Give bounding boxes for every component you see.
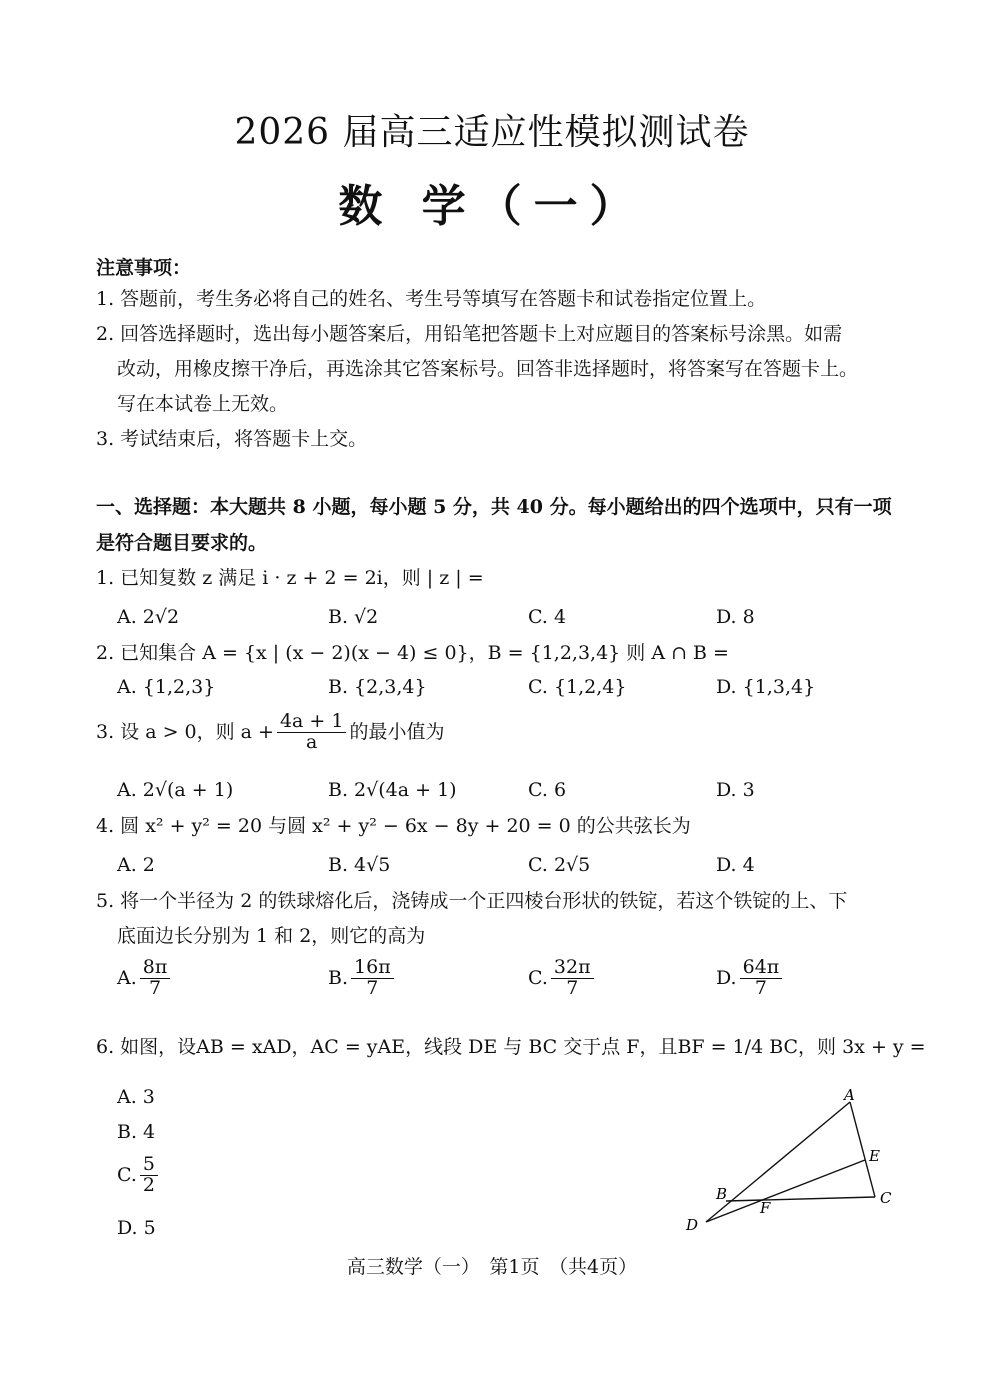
q5-d-denominator: 7 (754, 976, 767, 999)
q5-a-denominator: 7 (149, 976, 162, 999)
q1-option-c: C. 4 (528, 606, 567, 628)
subject-title: 数 学（一） (338, 181, 646, 232)
label-b: B (716, 1185, 728, 1203)
q3-option-a: A. 2√(a + 1) (117, 779, 234, 801)
q5-b-numerator: 16π (351, 958, 394, 979)
q3-fraction-numerator: 4a + 1 (277, 712, 347, 733)
q5-a-numerator: 8π (140, 958, 171, 979)
q3-fraction (277, 712, 347, 753)
q6-c-numerator: 5 (140, 1155, 158, 1176)
q2-option-c: C. {1,2,4} (528, 676, 627, 698)
q1-option-d: D. 8 (716, 606, 755, 628)
q4-option-a: A. 2 (117, 854, 155, 876)
q6-option-a: A. 3 (117, 1086, 155, 1108)
question-3-stem (96, 712, 444, 753)
question-5-stem-cont: 底面边长分别为 1 和 2，则它的高为 (117, 925, 426, 947)
q5-option-b (328, 958, 397, 999)
notice-item: 3. 考试结束后，将答题卡上交。 (96, 428, 368, 450)
q5-d-numerator: 64π (740, 958, 783, 979)
q5-option-d (716, 958, 785, 999)
segment-de (706, 1160, 865, 1222)
question-6-stem: 6. 如图，设AB = xAD，AC = yAE，线段 DE 与 BC 交于点 F，且BF = 1/4 BC，则 3x + y = (96, 1036, 926, 1058)
q6-option-b: B. 4 (117, 1121, 156, 1143)
q1-option-b: B. √2 (328, 606, 379, 628)
segment-ad (706, 1102, 850, 1222)
q6-option-c-label: C. (117, 1164, 137, 1187)
notice-item: 1. 答题前，考生务必将自己的姓名、考生号等填写在答题卡和试卷指定位置上。 (96, 288, 767, 310)
q5-option-b-label: B. (328, 967, 349, 990)
triangle-figure (670, 1080, 910, 1240)
label-c: C (880, 1189, 892, 1207)
notice-item: 改动，用橡皮擦干净后，再选涂其它答案标号。回答非选择题时，将答案写在答题卡上。 (117, 358, 859, 380)
question-4-stem: 4. 圆 x² + y² = 20 与圆 x² + y² − 6x − 8y + 20 = 0 的公共弦长为 (96, 815, 691, 837)
notice-item: 2. 回答选择题时，选出每小题答案后，用铅笔把答题卡上对应题目的答案标号涂黑。如需 (96, 323, 843, 345)
q5-option-d-label: D. (716, 967, 737, 990)
q3-stem-post: 的最小值为 (349, 721, 445, 744)
label-e: E (869, 1147, 880, 1165)
label-d: D (686, 1216, 699, 1234)
question-2-stem: 2. 已知集合 A = {x | (x − 2)(x − 4) ≤ 0}，B = {1,2,3,4} 则 A ∩ B = (96, 642, 729, 664)
q5-b-denominator: 7 (366, 976, 379, 999)
section-heading-cont: 是符合题目要求的。 (96, 532, 268, 554)
exam-title: 2026 届高三适应性模拟测试卷 (234, 112, 750, 153)
q3-option-b: B. 2√(4a + 1) (328, 779, 457, 801)
q5-option-a-label: A. (117, 967, 137, 990)
q3-stem-pre: 3. 设 a > 0，则 a + (96, 721, 274, 744)
q6-option-c (117, 1155, 161, 1196)
q3-option-c: C. 6 (528, 779, 567, 801)
q6-c-denominator: 2 (142, 1173, 155, 1196)
q5-option-c-label: C. (528, 967, 548, 990)
label-a: A (844, 1086, 855, 1104)
q5-c-denominator: 7 (566, 976, 579, 999)
q4-option-b: B. 4√5 (328, 854, 391, 876)
notice-item: 写在本试卷上无效。 (117, 393, 289, 415)
page-footer: 高三数学（一） 第1页 （共4页） (346, 1256, 638, 1278)
q4-option-c: C. 2√5 (528, 854, 591, 876)
notice-heading: 注意事项： (96, 257, 192, 279)
q3-fraction-denominator: a (306, 730, 318, 753)
segment-bc (726, 1197, 875, 1201)
q1-option-a: A. 2√2 (117, 606, 180, 628)
q2-option-a: A. {1,2,3} (117, 676, 216, 698)
label-f: F (760, 1199, 771, 1217)
question-1-stem: 1. 已知复数 z 满足 i · z + 2 = 2i，则 | z | = (96, 567, 484, 589)
q6-option-d: D. 5 (117, 1217, 156, 1239)
q5-option-c (528, 958, 597, 999)
q5-c-numerator: 32π (551, 958, 594, 979)
q3-option-d: D. 3 (716, 779, 755, 801)
q4-option-d: D. 4 (716, 854, 755, 876)
q2-option-d: D. {1,3,4} (716, 676, 816, 698)
question-5-stem: 5. 将一个半径为 2 的铁球熔化后，浇铸成一个正四棱台形状的铁锭，若这个铁锭的上、下 (96, 890, 848, 912)
q2-option-b: B. {2,3,4} (328, 676, 427, 698)
section-heading: 一、选择题：本大题共 8 小题，每小题 5 分，共 40 分。每小题给出的四个选项中，只有一项 (96, 496, 892, 518)
q5-option-a (117, 958, 173, 999)
